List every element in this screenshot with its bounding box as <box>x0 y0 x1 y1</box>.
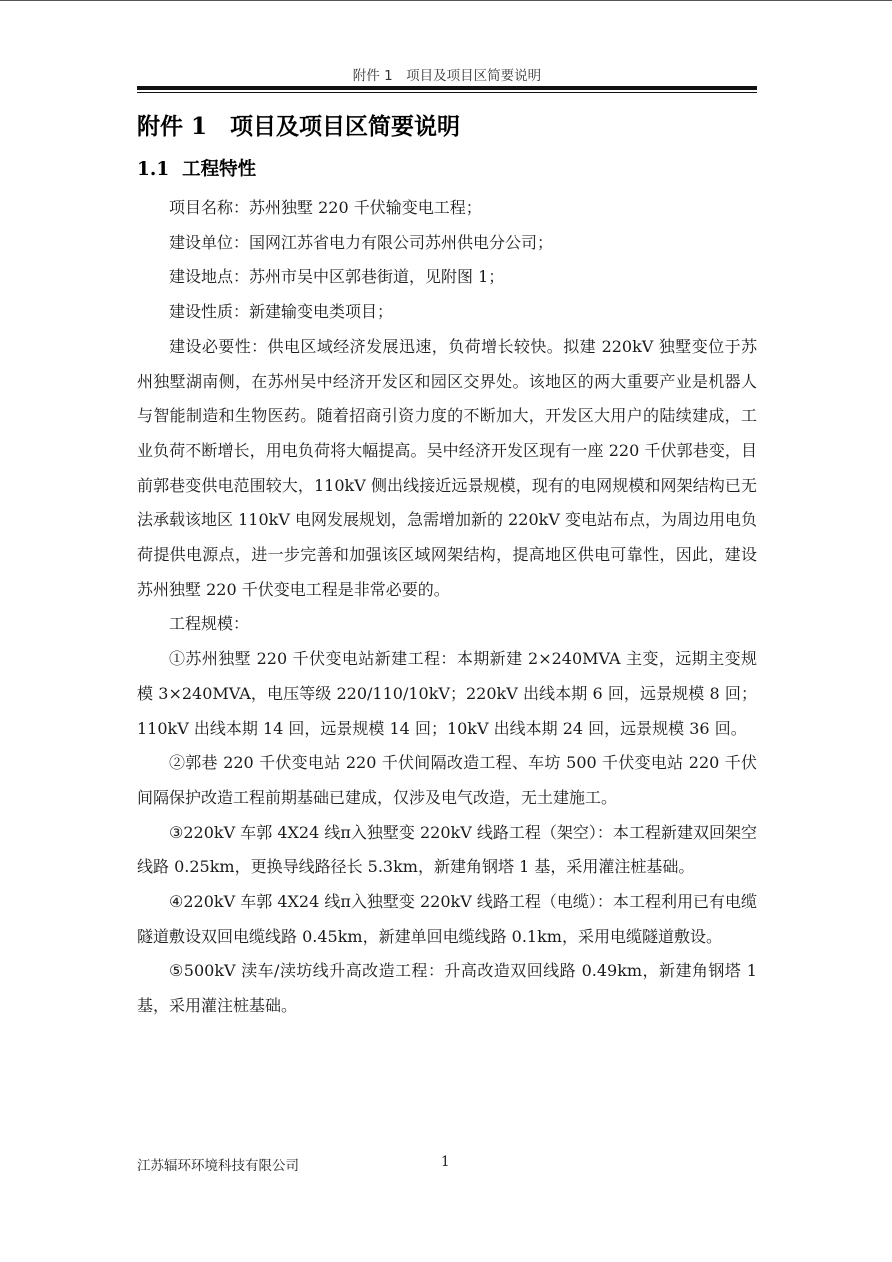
document-title: 附件 1 项目及项目区简要说明 <box>137 113 461 140</box>
footer-company: 江苏辐环环境科技有限公司 <box>137 1158 299 1174</box>
paragraph-project-name: 项目名称：苏州独墅 220 千伏输变电工程； <box>169 198 482 217</box>
body-text <box>137 191 757 1024</box>
paragraph-nature: 建设性质：新建输变电类项目； <box>169 302 394 322</box>
running-header: 附件 1 项目及项目区简要说明 <box>352 68 542 84</box>
page-top-border <box>0 0 892 1</box>
header-rule-thin <box>137 92 757 93</box>
paragraph-scale-item-5: ⑤500kV 渎车/渎坊线升高改造工程：升高改造双回线路 0.49km，新建角钢塔 1 基，采用灌注桩基础。 <box>137 961 757 1016</box>
paragraph-scale-item-4: ④220kV 车郭 4X24 线π入独墅变 220kV 线路工程（电缆）：本工程利用已有电缆隧道敷设双回电缆线路 0.45km，新建单回电缆线路 0.1km，采用电缆隧道敷设。 <box>137 892 757 946</box>
section-heading: 1.1 工程特性 <box>137 159 257 180</box>
paragraph-scale-heading: 工程规模： <box>169 614 250 634</box>
paragraph-necessity: 建设必要性：供电区域经济发展迅速，负荷增长较快。拟建 220kV 独墅变位于苏州独墅湖南侧，在苏州吴中经济开发区和园区交界处。该地区的两大重要产业是机器人与智能制造和生物医药。随着招商引资力度的不断加大，开发区大用户的陆续建成，工业负荷不断增长，用电负荷将大幅提高。吴中经济开发区现有一座 220 千伏郭巷变，目前郭巷变供电范围较大，110kV 侧出线接近远景规模，现有的电网规模和网架结构已无法承载该地区 110kV 电网发展规划，急需增加新的 220kV 变电站布点，为周边用电负荷提供电源点，进一步完善和加强该区域网架结构，提高地区供电可靠性，因此，建设苏州独墅 220 千伏变电工程是非常必要的。 <box>137 336 757 599</box>
paragraph-construction-unit: 建设单位：国网江苏省电力有限公司苏州供电分公司； <box>169 232 554 252</box>
paragraph-scale-item-3: ③220kV 车郭 4X24 线π入独墅变 220kV 线路工程（架空）：本工程新建双回架空线路 0.25km，更换导线路径长 5.3km，新建角钢塔 1 基，采用灌注桩基础。 <box>137 822 757 877</box>
paragraph-location: 建设地点：苏州市吴中区郭巷街道，见附图 1； <box>169 267 505 287</box>
page-number: 1 <box>441 1154 450 1170</box>
paragraph-scale-item-1: ①苏州独墅 220 千伏变电站新建工程：本期新建 2×240MVA 主变，远期主变规模 3×240MVA，电压等级 220/110/10kV；220kV 出线本期 6 回，远景规模 8 回；110kV 出线本期 14 回，远景规模 14 回；10kV 出线本期 24 回，远景规模 36 回。 <box>137 649 757 738</box>
header-rule-thick <box>137 86 757 90</box>
paragraph-scale-item-2: ②郭巷 220 千伏变电站 220 千伏间隔改造工程、车坊 500 千伏变电站 220 千伏间隔保护改造工程前期基础已建成，仅涉及电气改造，无土建施工。 <box>137 753 757 807</box>
